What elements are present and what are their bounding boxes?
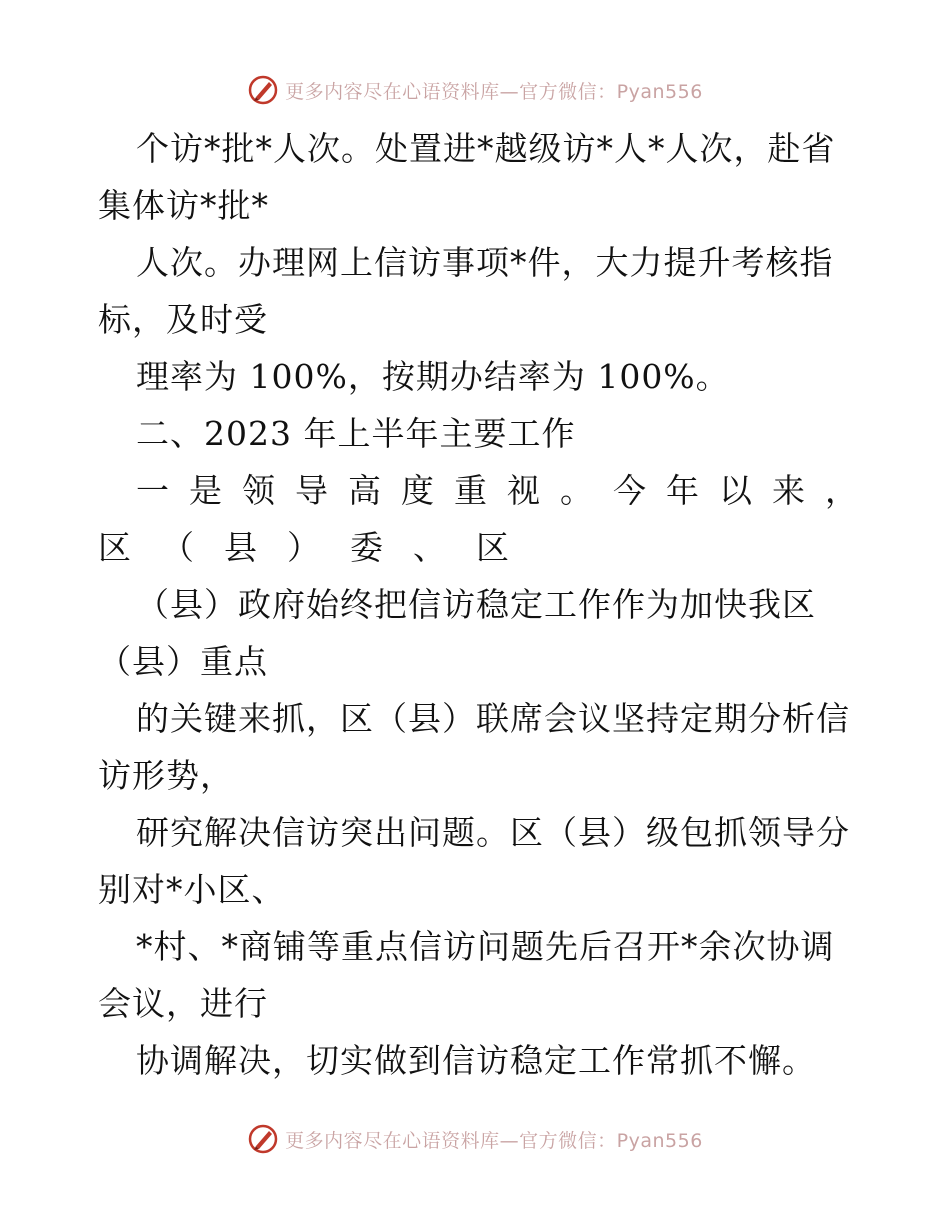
paragraph-line: （县）政府始终把信访稳定工作作为加快我区: [136, 585, 816, 624]
paragraph-line: 别对*小区、: [98, 870, 286, 909]
paragraph-line: 一是领导高度重视。今年以来，: [136, 471, 878, 510]
watermark-text: 更多内容尽在心语资料库—官方微信：Pyan556: [285, 1129, 703, 1152]
paragraph-line: （县）重点: [98, 642, 268, 681]
pen-logo-icon: [247, 74, 279, 106]
watermark-text: 更多内容尽在心语资料库—官方微信：Pyan556: [285, 80, 703, 103]
paragraph-line: *村、*商铺等重点信访问题先后召开*余次协调: [136, 927, 835, 966]
paragraph-line: 研究解决信访突出问题。区（县）级包抓领导分: [136, 813, 850, 852]
paragraph-line: 二、2023 年上半年主要工作: [136, 414, 576, 453]
paragraph-line: 区（县）委、区: [98, 528, 539, 567]
header-watermark: [0, 74, 950, 106]
footer-watermark: [0, 1123, 950, 1155]
paragraph-line: 协调解决，切实做到信访稳定工作常抓不懈。: [136, 1041, 816, 1080]
paragraph-line: 会议，进行: [98, 984, 268, 1023]
paragraph-line: 的关键来抓，区（县）联席会议坚持定期分析信: [136, 699, 850, 738]
paragraph-line: 理率为 100%，按期办结率为 100%。: [136, 357, 730, 396]
paragraph-line: 集体访*批*: [98, 186, 269, 225]
paragraph-line: 人次。办理网上信访事项*件，大力提升考核指: [136, 243, 834, 282]
pen-logo-icon: [247, 1123, 279, 1155]
paragraph-line: 访形势，: [98, 756, 234, 795]
paragraph-line: 个访*批*人次。处置进*越级访*人*人次，赴省: [136, 129, 836, 168]
document-body: [98, 120, 878, 1089]
paragraph-line: 标，及时受: [98, 300, 268, 339]
